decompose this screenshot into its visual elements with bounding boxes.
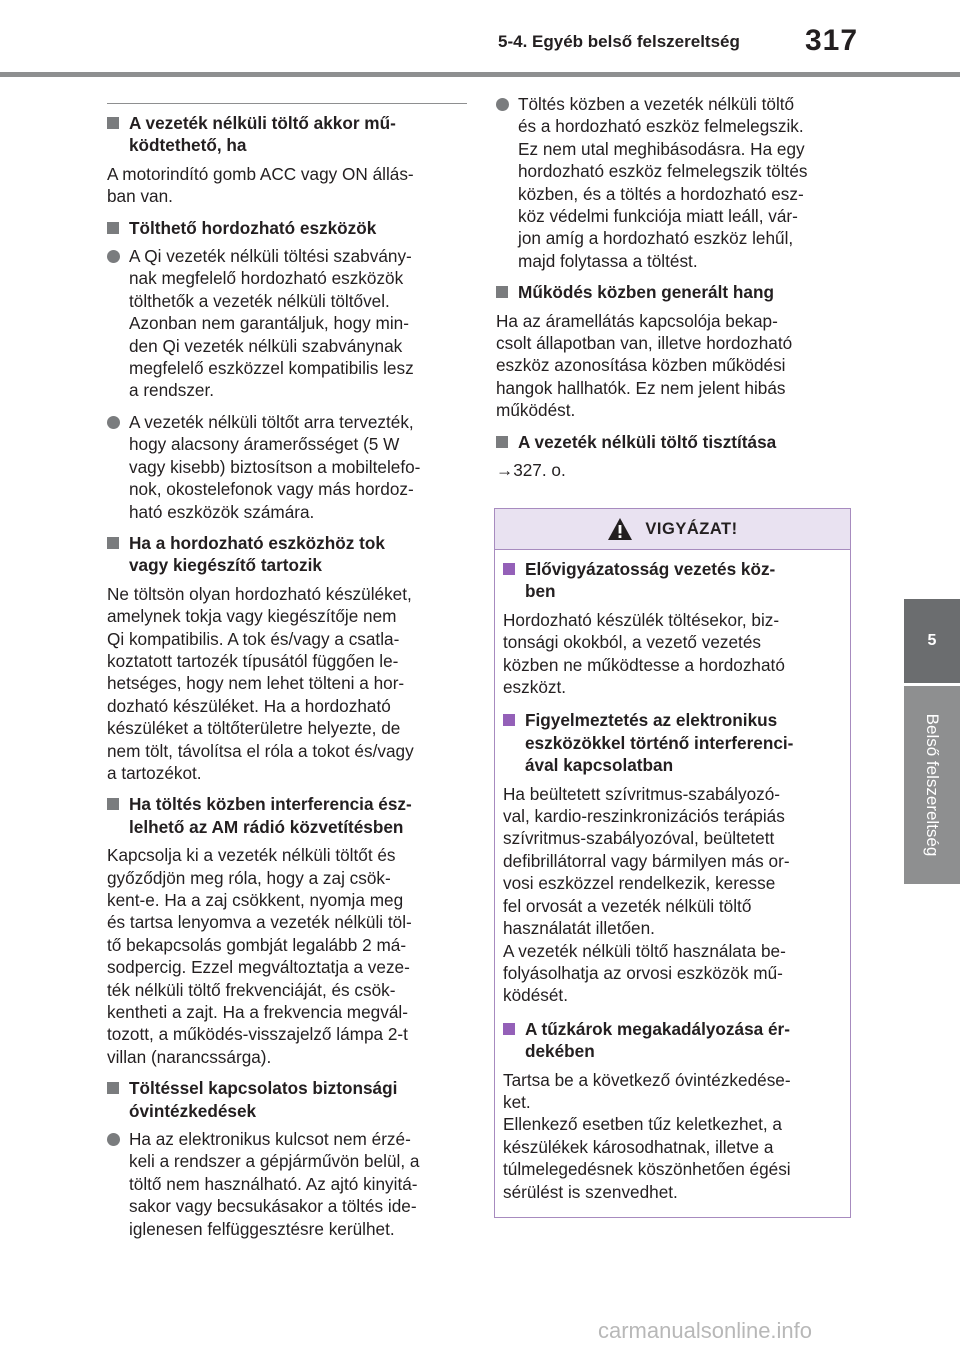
text-line: jon amíg a hordozható eszköz lehűl, bbox=[518, 228, 794, 249]
header-rule bbox=[0, 72, 960, 77]
text-line: közben, és a töltés a hordozható esz- bbox=[518, 183, 804, 204]
section-heading bbox=[107, 1077, 467, 1122]
text-line: Hordozható készülék töltésekor, biz- bbox=[503, 609, 780, 630]
text-line: vosi eszközzel rendelkezik, keresse bbox=[503, 873, 776, 894]
text-line: hangok hallhatók. Ez nem jelent hibás bbox=[496, 377, 786, 398]
text-line: defibrillátorral vagy bármilyen más or- bbox=[503, 850, 790, 871]
right-column bbox=[496, 93, 854, 491]
chapter-title: Belső felszereltség bbox=[923, 713, 942, 857]
text-line: koztatott tartozék típusától függően le- bbox=[107, 650, 399, 671]
heading-line: Működés közben generált hang bbox=[518, 282, 774, 303]
text-line: Ellenkező esetben tűz keletkezhet, a bbox=[503, 1114, 782, 1135]
text-line: tonsági okokból, a vezető vezetés bbox=[503, 632, 761, 653]
text-line: ható eszközök számára. bbox=[129, 501, 315, 522]
section-text bbox=[503, 1069, 842, 1203]
text-line: Azonban nem garantáljuk, hogy min- bbox=[129, 313, 409, 334]
heading-line: Figyelmeztetés az elektronikus bbox=[525, 710, 778, 731]
text-line: A motorindító gomb ACC vagy ON állás- bbox=[107, 163, 414, 184]
warning-title: VIGYÁZAT! bbox=[645, 519, 738, 538]
heading-line: Ha töltés közben interferencia ész- bbox=[129, 794, 412, 815]
text-line: szívritmus-szabályozóval, beültetett bbox=[503, 828, 775, 849]
text-line: A Qi vezeték nélküli töltési szabvány- bbox=[129, 246, 412, 267]
heading-line: A vezeték nélküli töltő akkor mű- bbox=[129, 113, 396, 133]
text-line: sérülést is szenvedhet. bbox=[503, 1181, 678, 1202]
text-line: Ha az áramellátás kapcsolója bekap- bbox=[496, 310, 778, 331]
section-text bbox=[107, 583, 467, 785]
text-line: Kapcsolja ki a vezeték nélküli töltőt és bbox=[107, 845, 396, 866]
heading-line: lelhető az AM rádió közvetítésben bbox=[129, 816, 404, 837]
text-line: használatát illetően. bbox=[503, 918, 655, 939]
section-text bbox=[107, 844, 467, 1068]
text-line: és tartsa lenyomva a vezeték nélküli töl- bbox=[107, 912, 412, 933]
text-line: villan (narancssárga). bbox=[107, 1046, 272, 1067]
text-line: nak megfelelő hordozható eszközök bbox=[129, 268, 404, 289]
text-line: győződjön meg róla, hogy a zaj csök- bbox=[107, 867, 391, 888]
bullet-item bbox=[496, 93, 854, 272]
text-line: töltő nem használható. Az ajtó kinyitá- bbox=[129, 1173, 418, 1194]
square-bullet-icon bbox=[107, 537, 119, 549]
square-bullet-icon bbox=[107, 1082, 119, 1094]
square-bullet-icon bbox=[503, 1023, 515, 1035]
watermark: carmanualsonline.info bbox=[598, 1318, 813, 1343]
section-text bbox=[107, 163, 467, 208]
text-line: Ne töltsön olyan hordozható készüléket, bbox=[107, 583, 412, 604]
text-line: ködését. bbox=[503, 985, 568, 1006]
text-line: nok, okostelefonok vagy más hordoz- bbox=[129, 479, 414, 500]
text-line: Ha az elektronikus kulcsot nem érzé- bbox=[129, 1129, 411, 1150]
section-heading bbox=[496, 431, 854, 453]
text-line: val, kardio-reszinkronizációs terápiás bbox=[503, 806, 785, 827]
text-line: készüléket a töltőterületre helyezte, de bbox=[107, 718, 401, 739]
chapter-title-tab bbox=[904, 686, 960, 884]
text-line: működést. bbox=[496, 400, 576, 421]
text-line: folyásolhatja az orvosi eszközök mű- bbox=[503, 962, 783, 983]
section-text bbox=[503, 609, 842, 699]
circle-bullet-icon bbox=[496, 98, 509, 111]
warning-triangle-icon bbox=[607, 517, 633, 541]
heading-line: eszközökkel történő interferenci- bbox=[525, 732, 794, 753]
text-line: majd folytassa a töltést. bbox=[518, 250, 698, 271]
heading-line: ködtethető, ha bbox=[129, 135, 247, 156]
square-bullet-icon bbox=[503, 563, 515, 575]
warning-box bbox=[494, 508, 851, 1218]
section-heading bbox=[107, 793, 467, 838]
section-text bbox=[496, 310, 854, 422]
heading-line: Elővigyázatosság vezetés köz- bbox=[525, 559, 776, 579]
text-line: túlmelegedésnek köszönhetően égési bbox=[503, 1159, 791, 1180]
left-column bbox=[107, 103, 467, 1249]
text-line: ban van. bbox=[107, 186, 173, 207]
heading-line: dekében bbox=[525, 1041, 595, 1062]
text-line: megfelelő eszközzel kompatibilis lesz bbox=[129, 358, 414, 379]
text-line: a tartozékot. bbox=[107, 762, 202, 783]
bullet-item bbox=[107, 1128, 467, 1240]
circle-bullet-icon bbox=[107, 1133, 120, 1146]
text-line: amelynek tokja vagy kiegészítője nem bbox=[107, 606, 397, 627]
text-line: és a hordozható eszköz felmelegszik. bbox=[518, 116, 804, 137]
text-line: kentheti a zajt. Ha a frekvencia megvál- bbox=[107, 1002, 408, 1023]
text-line: dozható készüléket. Ha a hordozható bbox=[107, 695, 391, 716]
text-line: den Qi vezeték nélküli szabványnak bbox=[129, 335, 403, 356]
square-bullet-icon bbox=[503, 714, 515, 726]
section-heading bbox=[107, 217, 467, 239]
text-line: kent-e. Ha a zaj csökkent, nyomja meg bbox=[107, 890, 404, 910]
text-line: A vezeték nélküli töltőt arra tervezték, bbox=[129, 411, 414, 432]
text-line: közben ne működtesse a hordozható bbox=[503, 654, 785, 675]
text-line: ket. bbox=[503, 1091, 531, 1112]
square-bullet-icon bbox=[107, 117, 119, 129]
text-line: hetséges, hogy nem lehet tölteni a hor- bbox=[107, 673, 405, 694]
page-number: 317 bbox=[805, 24, 859, 57]
text-line: Ez nem utal meghibásodásra. Ha egy bbox=[518, 138, 805, 159]
chapter-number-tab: 5 bbox=[904, 599, 960, 683]
heading-line: Tölthető hordozható eszközök bbox=[129, 217, 377, 238]
heading-line: Ha a hordozható eszközhöz tok bbox=[129, 532, 385, 553]
text-line: csolt állapotban van, illetve hordozható bbox=[496, 333, 793, 354]
heading-line: Töltéssel kapcsolatos biztonsági bbox=[129, 1078, 398, 1099]
text-line: keli a rendszer a gépjárművön belül, a bbox=[129, 1151, 420, 1172]
heading-line: ával kapcsolatban bbox=[525, 755, 674, 776]
text-line: tölthetők a vezeték nélküli töltővel. bbox=[129, 290, 390, 311]
text-line: a rendszer. bbox=[129, 380, 215, 401]
section-heading bbox=[107, 532, 467, 577]
text-line: hogy alacsony áramerősséget (5 W bbox=[129, 434, 400, 455]
text-line: készülékek károsodhatnak, illetve a bbox=[503, 1136, 774, 1157]
section-heading bbox=[496, 281, 854, 303]
section-heading bbox=[503, 1018, 842, 1063]
page-header-title: 5-4. Egyéb belső felszereltség bbox=[498, 32, 740, 51]
bullet-item bbox=[107, 411, 467, 523]
text-line: ték nélküli töltő frekvenciáját, és csök- bbox=[107, 979, 396, 1000]
text-line: Tartsa be a következő óvintézkedése- bbox=[503, 1069, 791, 1090]
section-heading bbox=[503, 709, 842, 776]
warning-body bbox=[495, 550, 850, 1203]
text-line: eszköz azonosítása közben működési bbox=[496, 355, 786, 376]
warning-header bbox=[495, 509, 850, 550]
text-line: fel orvosát a vezeték nélküli töltő bbox=[503, 895, 752, 916]
text-line: iglenesen felfüggesztésre kerülhet. bbox=[129, 1218, 395, 1239]
square-bullet-icon bbox=[107, 798, 119, 810]
section-text bbox=[503, 783, 842, 1007]
text-line: Töltés közben a vezeték nélküli töltő bbox=[518, 94, 795, 114]
section-heading bbox=[107, 112, 467, 157]
text-line: hordozható eszköz felmelegszik töltés bbox=[518, 161, 808, 182]
heading-line: A tűzkárok megakadályozása ér- bbox=[525, 1018, 790, 1039]
circle-bullet-icon bbox=[107, 416, 120, 429]
heading-line: ben bbox=[525, 581, 556, 602]
page-reference-link[interactable]: →327. o. bbox=[496, 460, 566, 481]
text-line: tozott, a működés-visszajelző lámpa 2-t bbox=[107, 1024, 408, 1045]
square-bullet-icon bbox=[107, 222, 119, 234]
text-line: eszközt. bbox=[503, 677, 567, 698]
text-line: sakor vagy becsukásakor a töltés ide- bbox=[129, 1196, 417, 1217]
bullet-item bbox=[107, 245, 467, 402]
circle-bullet-icon bbox=[107, 250, 120, 263]
section-heading bbox=[503, 558, 842, 603]
text-line: sodpercig. Ezzel megváltoztatja a veze- bbox=[107, 957, 410, 978]
text-line: nem tölt, távolítsa el róla a tokot és/vagy bbox=[107, 740, 414, 761]
text-line: Ha beültetett szívritmus-szabályozó- bbox=[503, 783, 781, 804]
text-line: köz védelmi funkciója miatt leáll, vár- bbox=[518, 206, 798, 227]
text-line: Qi kompatibilis. A tok és/vagy a csatla- bbox=[107, 628, 400, 649]
text-line: A vezeték nélküli töltő használata be- bbox=[503, 940, 786, 961]
text-line: tő bekapcsolás gombját legalább 2 má- bbox=[107, 934, 407, 955]
heading-line: A vezeték nélküli töltő tisztítása bbox=[518, 431, 777, 452]
heading-line: vagy kiegészítő tartozik bbox=[129, 555, 322, 576]
heading-line: óvintézkedések bbox=[129, 1100, 257, 1121]
text-line: vagy kisebb) biztosítson a mobiltelefo- bbox=[129, 456, 421, 477]
square-bullet-icon bbox=[496, 436, 508, 448]
square-bullet-icon bbox=[496, 286, 508, 298]
